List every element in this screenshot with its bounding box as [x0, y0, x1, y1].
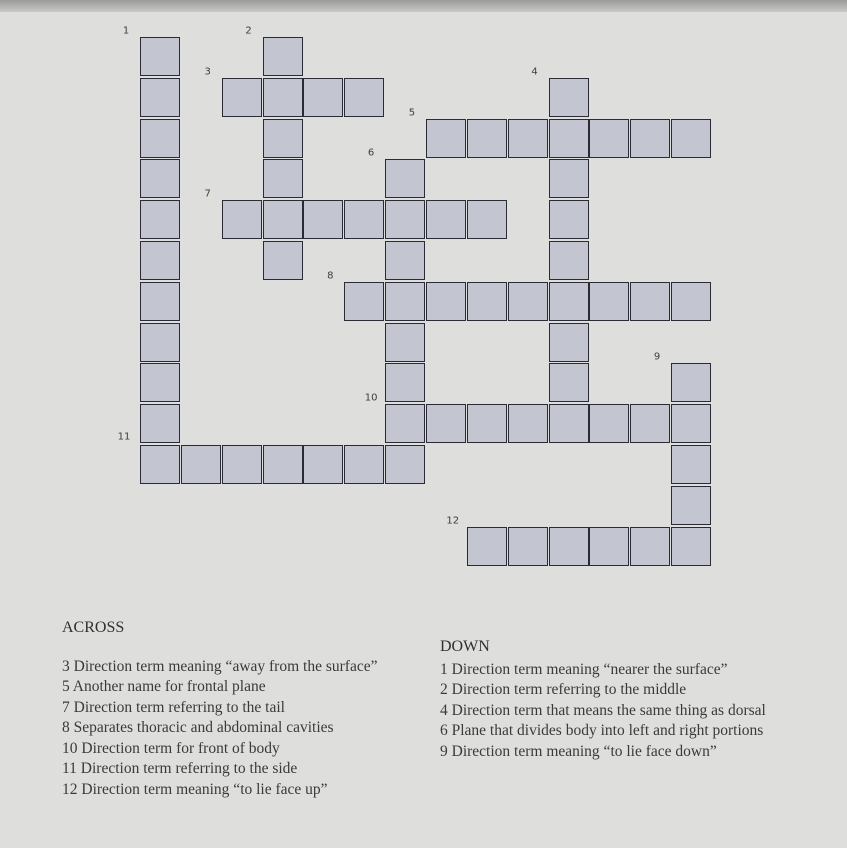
grid-cell — [549, 527, 589, 566]
grid-cell — [467, 404, 507, 443]
grid-cell — [508, 404, 548, 443]
grid-cell — [549, 119, 589, 158]
grid-cell — [344, 282, 384, 321]
grid-cell — [426, 282, 466, 321]
grid-cell — [549, 323, 589, 362]
grid-cell — [385, 282, 425, 321]
clue-across-8: 8 Separates thoracic and abdominal cavities — [62, 719, 334, 736]
grid-cell — [222, 445, 262, 484]
grid-cell — [549, 404, 589, 443]
down-clues — [440, 637, 770, 762]
grid-cell — [263, 37, 303, 76]
clue-number-12: 12 — [446, 515, 460, 527]
across-heading: ACROSS — [62, 619, 125, 636]
grid-cell — [508, 282, 548, 321]
clue-down-9: 9 Direction term meaning “to lie face down” — [440, 742, 717, 760]
clue-down-2: 2 Direction term referring to the middle — [440, 681, 687, 698]
grid-cell — [344, 78, 384, 117]
grid-cell — [671, 486, 711, 525]
grid-cell — [671, 282, 711, 321]
grid-cell — [344, 445, 384, 484]
grid-cell — [222, 78, 262, 117]
grid-cell — [671, 527, 711, 566]
grid-cell — [140, 323, 180, 362]
grid-cell — [549, 159, 589, 198]
clue-number-10: 10 — [364, 392, 378, 404]
grid-cell — [263, 241, 303, 280]
grid-cell — [140, 241, 180, 280]
grid-cell — [140, 200, 180, 239]
grid-cell — [140, 445, 180, 484]
grid-cell — [140, 363, 180, 402]
monitor-top-edge — [0, 0, 847, 12]
clue-number-9: 9 — [653, 351, 661, 363]
grid-cell — [344, 200, 384, 239]
clue-number-7: 7 — [204, 188, 211, 200]
grid-cell — [263, 445, 303, 484]
grid-cell — [385, 445, 425, 484]
grid-cell — [385, 404, 425, 443]
grid-cell — [671, 404, 711, 443]
grid-cell — [671, 363, 711, 402]
grid-cell — [426, 200, 466, 239]
grid-cell — [426, 404, 466, 443]
grid-cell — [671, 119, 711, 158]
grid-cell — [303, 200, 343, 239]
grid-cell — [630, 404, 670, 443]
clue-across-5: 5 Another name for frontal plane — [62, 678, 266, 695]
down-heading: DOWN — [440, 638, 490, 655]
grid-cell — [385, 241, 425, 280]
grid-cell — [140, 78, 180, 117]
grid-cell — [303, 78, 343, 117]
grid-cell — [508, 119, 548, 158]
clue-number-3: 3 — [204, 66, 211, 78]
clue-number-11: 11 — [117, 431, 131, 443]
grid-cell — [181, 445, 221, 484]
grid-cell — [671, 445, 711, 484]
grid-cell — [140, 37, 180, 76]
grid-cell — [263, 159, 303, 198]
grid-cell — [589, 404, 629, 443]
grid-cell — [589, 282, 629, 321]
grid-cell — [549, 363, 589, 402]
clue-number-2: 2 — [245, 25, 252, 37]
clue-number-4: 4 — [531, 66, 538, 78]
clue-down-6: 6 Plane that divides body into left and right portions — [440, 722, 764, 739]
grid-cell — [549, 241, 589, 280]
grid-cell — [140, 119, 180, 158]
grid-cell — [549, 200, 589, 239]
grid-cell — [385, 200, 425, 239]
grid-cell — [467, 200, 507, 239]
grid-cell — [467, 527, 507, 566]
grid-cell — [385, 323, 425, 362]
grid-cell — [630, 527, 670, 566]
grid-cell — [385, 159, 425, 198]
clue-across-11: 11 Direction term referring to the side — [62, 760, 298, 777]
across-clues — [62, 618, 402, 800]
grid-cell — [630, 119, 670, 158]
worksheet — [0, 12, 847, 848]
grid-cell — [140, 159, 180, 198]
grid-cell — [385, 363, 425, 402]
clue-down-4: 4 Direction term that means the same thing as dorsal — [440, 701, 766, 719]
grid-cell — [508, 527, 548, 566]
clue-across-7: 7 Direction term referring to the tail — [62, 698, 285, 716]
grid-cell — [630, 282, 670, 321]
clue-across-3: 3 Direction term meaning “away from the surface” — [62, 657, 378, 675]
grid-cell — [222, 200, 262, 239]
grid-cell — [140, 282, 180, 321]
grid-cell — [549, 282, 589, 321]
grid-cell — [426, 119, 466, 158]
grid-cell — [589, 119, 629, 158]
grid-cell — [549, 78, 589, 117]
grid-cell — [467, 282, 507, 321]
clue-number-6: 6 — [367, 147, 375, 159]
grid-cell — [303, 445, 343, 484]
clue-across-10: 10 Direction term for front of body — [62, 739, 280, 757]
clue-number-5: 5 — [408, 107, 416, 119]
grid-cell — [263, 119, 303, 158]
grid-cell — [140, 404, 180, 443]
clue-number-8: 8 — [327, 270, 334, 282]
clue-across-12: 12 Direction term meaning “to lie face up” — [62, 780, 328, 798]
grid-cell — [263, 78, 303, 117]
clue-down-1: 1 Direction term meaning “nearer the surface” — [440, 660, 728, 678]
grid-cell — [589, 527, 629, 566]
clue-number-1: 1 — [122, 25, 130, 37]
grid-cell — [467, 119, 507, 158]
grid-cell — [263, 200, 303, 239]
